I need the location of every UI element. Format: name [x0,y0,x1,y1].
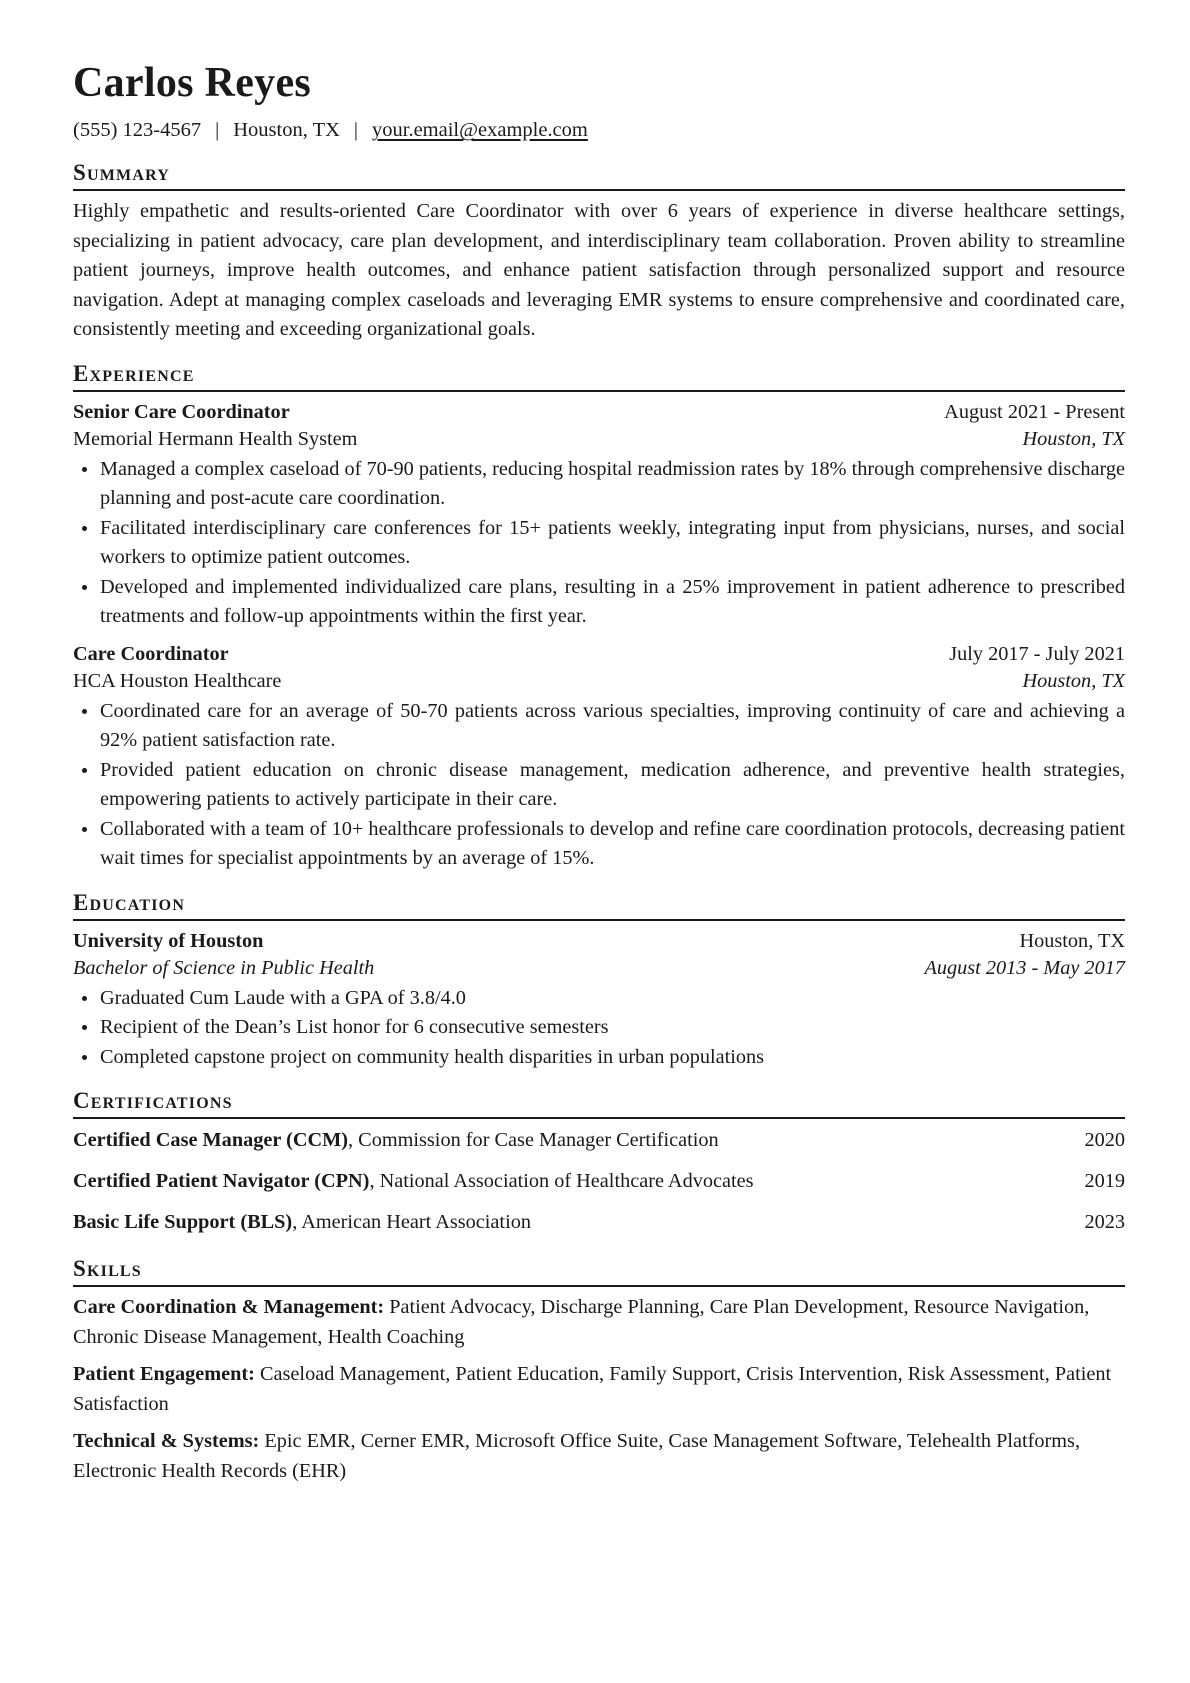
education-bullets [73,984,1125,1073]
skill-group-label: Care Coordination & Management: [73,1296,385,1319]
experience-section [73,359,1125,874]
bullet-icon [82,467,87,472]
skills-section [73,1254,1125,1486]
skill-group [73,1293,1125,1352]
job-location: Houston, TX [1022,670,1125,693]
bullet-item [73,815,1125,874]
certification-item [73,1123,1125,1158]
bullet-item [73,756,1125,815]
bullet-text: Provided patient education on chronic disease management, medication adherence, and preventive health strategies, empowering patients to actively participate in their care. [100,758,1125,811]
job-dates: July 2017 - July 2021 [949,642,1125,665]
section-title-education: Education [73,888,1125,921]
bullet-item [73,1043,1125,1073]
bullet-text: Developed and implemented individualized care plans, resulting in a 25% improvement in patient adherence to prescribed treatments and follow-up appointments within the first year. [100,575,1125,628]
bullet-icon [82,996,87,1001]
certification-issuer: , National Association of Healthcare Advocates [369,1170,754,1193]
location: Houston, TX [233,119,340,142]
certification-item [73,1164,1125,1199]
job-role: Senior Care Coordinator [73,400,290,423]
bullet-icon [82,585,87,590]
bullet-icon [82,827,87,832]
bullet-icon [82,1055,87,1060]
certification-name: Certified Patient Navigator (CPN) [73,1170,370,1193]
bullet-icon [82,768,87,773]
education-entry [73,927,1125,1073]
skill-group [73,1427,1125,1486]
certification-issuer: , Commission for Case Manager Certification [348,1129,719,1152]
certifications-section [73,1086,1125,1240]
certification-year: 2023 [1084,1211,1125,1234]
job-role: Care Coordinator [73,642,229,665]
separator: | [215,119,220,142]
phone-number: (555) 123-4567 [73,119,202,142]
certification-list [73,1123,1125,1240]
section-title-summary: Summary [73,158,1125,191]
summary-section [73,158,1125,345]
job-company: Memorial Hermann Health System [73,428,358,451]
bullet-item [73,455,1125,514]
certification-name: Basic Life Support (BLS) [73,1211,293,1234]
job-location: Houston, TX [1022,428,1125,451]
email-link[interactable]: your.email@example.com [372,119,588,142]
certification-name: Certified Case Manager (CCM) [73,1129,349,1152]
job-entry [73,398,1125,632]
skill-group-items: Caseload Management, Patient Education, Family Support, Crisis Intervention, Risk Assessment, Patient Satisfaction [73,1363,1112,1415]
education-dates: August 2013 - May 2017 [924,957,1125,980]
degree: Bachelor of Science in Public Health [73,957,375,980]
certification-year: 2019 [1084,1170,1125,1193]
bullet-item [73,573,1125,632]
school-name: University of Houston [73,929,264,952]
summary-text: Highly empathetic and results-oriented Care Coordinator with over 6 years of experience in diverse healthcare settings, specializing in patient advocacy, care plan development, and interdisciplinary team collaboration. Proven ability to streamline patient journeys, improve health outcomes, and enhance patient satisfaction through personalized support and resource navigation. Adept at managing complex caseloads and leveraging EMR systems to ensure comprehensive and coordinated care, consistently meeting and exceeding organizational goals. [73,200,1125,341]
certification-year: 2020 [1084,1129,1125,1152]
bullet-text: Managed a complex caseload of 70-90 patients, reducing hospital readmission rates by 18% through comprehensive discharge planning and post-acute care coordination. [100,457,1125,510]
job-bullets [73,455,1125,632]
candidate-name: Carlos Reyes [73,60,312,106]
bullet-icon [82,1025,87,1030]
education-section [73,888,1125,1073]
bullet-text: Completed capstone project on community health disparities in urban populations [100,1045,765,1068]
section-title-skills: Skills [73,1254,1125,1287]
school-location: Houston, TX [1019,929,1125,952]
skill-group [73,1360,1125,1419]
bullet-item [73,697,1125,756]
bullet-item [73,514,1125,573]
skills-list [73,1293,1125,1486]
certification-item [73,1205,1125,1240]
skill-group-label: Patient Engagement: [73,1363,255,1386]
bullet-text: Coordinated care for an average of 50-70 patients across various specialties, improving continuity of care and achieving a 92% patient satisfaction rate. [100,699,1125,752]
skill-group-items: Patient Advocacy, Discharge Planning, Care Plan Development, Resource Navigation, Chronic Disease Management, Health Coaching [73,1296,1090,1348]
skill-group-items: Epic EMR, Cerner EMR, Microsoft Office Suite, Case Management Software, Telehealth Platforms, Electronic Health Records (EHR) [73,1430,1081,1482]
bullet-icon [82,526,87,531]
section-title-experience: Experience [73,359,1125,392]
bullet-text: Graduated Cum Laude with a GPA of 3.8/4.0 [100,986,466,1009]
job-company: HCA Houston Healthcare [73,670,282,693]
job-dates: August 2021 - Present [944,400,1125,423]
resume-page [73,58,1125,1486]
bullet-icon [82,709,87,714]
certification-issuer: , American Heart Association [292,1211,531,1234]
skill-group-label: Technical & Systems: [73,1430,260,1453]
contact-line [73,118,1125,142]
bullet-text: Recipient of the Dean’s List honor for 6 consecutive semesters [100,1016,609,1039]
bullet-text: Collaborated with a team of 10+ healthcare professionals to develop and refine care coordination protocols, decreasing patient wait times for specialist appointments by an average of 15%. [100,817,1125,870]
bullet-text: Facilitated interdisciplinary care conferences for 15+ patients weekly, integrating input from physicians, nurses, and social workers to optimize patient outcomes. [100,516,1125,569]
section-title-certifications: Certifications [73,1086,1125,1119]
bullet-item [73,1013,1125,1043]
job-entry [73,640,1125,874]
separator: | [353,119,359,142]
bullet-item [73,984,1125,1014]
job-bullets [73,697,1125,874]
